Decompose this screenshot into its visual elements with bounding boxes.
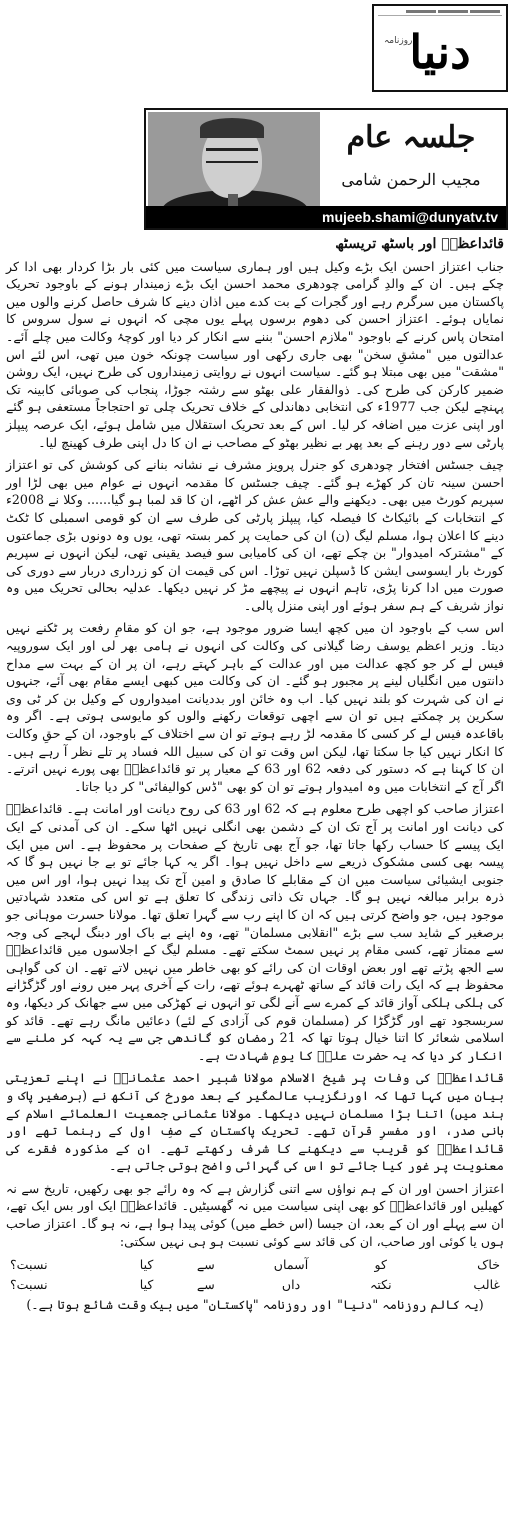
publication-note: (یہ کالم روزنامہ "دنیا" اور روزنامہ "پاکستان" میں بیک وقت شائع ہوتا ہے۔) <box>26 1297 484 1313</box>
poetry-verses <box>6 1255 504 1294</box>
author-photo <box>148 112 320 208</box>
article-paragraph: اعتزاز احسن اور ان کے ہم نواؤں سے اتنی گزارش ہے کہ وہ رائے جو بھی رکھیں، تاریخ سے نہ کھیلیں اور قائداعظمؒ کو بھی اپنی سیاست میں نہ گھسیٹیں۔ قائداعظمؒ ایک اور بس ایک تھے، ان سے پہلے اور ان کے بعد، ان جیسا (اس خطے میں) کوئی پیدا ہوا ہے، نہ ہو گا۔ اعتزاز صاحب ہوں یا کوئی اور صاحب، ان کی قائد سے کوئی نسبت ہو ہی نہیں سکتی: <box>6 1180 504 1249</box>
verse-word: نسبت؟ <box>10 1257 48 1273</box>
article-body <box>6 236 504 1314</box>
author-email[interactable]: mujeeb.shami@dunyatv.tv <box>146 206 506 228</box>
verse-line-2 <box>6 1275 504 1295</box>
verse-word: کیا <box>139 1276 154 1292</box>
article-title: قائداعظمؒ اور باسٹھ تریسٹھ <box>335 236 504 252</box>
verse-line-1 <box>6 1255 504 1275</box>
newspaper-masthead-logo <box>372 4 508 92</box>
verse-word: نکتہ <box>369 1276 392 1292</box>
masthead-top-strip <box>378 8 502 16</box>
author-name: مجیب الرحمن شامی <box>341 170 481 189</box>
verse-word: داں <box>281 1276 301 1292</box>
verse-word: آسماں <box>273 1257 309 1273</box>
column-name: جلسہ عام <box>346 120 476 155</box>
column-header <box>144 108 508 230</box>
verse-word: کو <box>374 1257 388 1273</box>
article-paragraph: قائداعظمؒ کی وفات پر شیخ الاسلام مولانا شبیر احمد عثمانیؒ نے اپنے تعزیتی بیان میں کہا تھا کہ اورنگزیب عالمگیر کے بعد مورخ کی آنکھ نے (برصغیر پاک و ہند میں) اتنا بڑا مسلمان نہیں دیکھا۔ مولانا عثمانی جمعیت العلمائے اسلام کے بانی صدر، اور مفسرِ قرآن تھے۔ تحریک پاکستان کے صفِ اول کے رہنما تھے اور قائداعظمؒ کو قریب سے دیکھنے کا شرف رکھتے تھے۔ ان کے مذکورہ فقرے کی معنویت پر غور کیا جائے تو اس کی گہرائی واضح ہوتی جاتی ہے۔ <box>6 1070 504 1174</box>
verse-word: غالب <box>473 1276 500 1292</box>
article-paragraph: اعتزاز صاحب کو اچھی طرح معلوم ہے کہ 62 اور 63 کی روح دیانت اور امانت ہے۔ قائداعظمؒ کی دیانت اور امانت پر آج تک ان کے دشمن بھی انگلی نہیں اٹھا سکے۔ ان کی آمدنی کے ایک ایک پیسے کا حساب رکھا جاتا تھا، جو آج بھی تاریخ کے صفحات پر محفوظ ہے۔ اس میں ایک پیسہ بھی کسی مشکوک ذریعے سے داخل نہیں ہوا۔ اگر یہ کہا جائے تو بے جا نہیں ہو گا کہ جنوبی ایشیائی سیاست میں ان کے مقابلے کا صادق و امین آج تک پیدا نہیں ہوا، اور اس میں ذرہ برابر مبالغہ نہیں ہو گا۔ جہاں تک ذاتی زندگی کا تعلق ہے تو اس کی متعدد شہادتیں موجود ہیں، جو واضح کرتی ہیں کہ ان کا اپنے رب سے گہرا تعلق تھا۔ مولانا حسرت موہانی جو برصغیر کے شاید سب سے بڑے "انقلابی مسلمان" تھے، وہ اپنے بے باک اور دبنگ لہجے کی وجہ سے ممتاز تھے، کسی مقام پر نہیں سمٹ سکتے تھے۔ مسلم لیگ کے اجلاسوں میں قائداعظمؒ سے الجھ پڑتے تھے اور بعض اوقات ان کی رائے کو بھی خاطر میں نہیں لاتے تھے۔ ان کی گواہی محفوظ ہے کہ ایک رات قائد کے ساتھ ٹھہرے ہوئے تھے، رات کے آخری پہر میں رونے اور گڑگڑانے کی ہلکی ہلکی آواز قائد کے کمرے سے آنے لگی تو انہوں نے کھڑکی میں سے جھانک کر دیکھا، وہ سربسجود تھے اور گڑگڑا کر (مسلمان قوم کی آزادی کے لئے) دعائیں مانگ رہے تھے۔ قائد کو اسلامی شعائر کا اتنا خیال ہوتا تھا کہ 21 رمضان کو گاندھی جی سے یہ کہہ کر ملنے سے انکار کر دیا کہ یہ حضرت علیؓ کا یومِ شہادت ہے۔ <box>6 801 504 1063</box>
verse-word: سے <box>196 1276 215 1292</box>
verse-word: خاک <box>477 1257 500 1273</box>
masthead-tagline: روزنامہ <box>384 36 413 46</box>
article-paragraph: چیف جسٹس افتخار چودھری کو جنرل پرویز مشرف نے نشانہ بنانے کی کوشش کی تو اعتزاز احسن سینہ تان کر کھڑے ہو گئے۔ چیف جسٹس کا مقدمہ انہوں نے عوام میں بھی لڑا اور سپریم کورٹ میں بھی۔ دیکھنے والے عش عش کر اٹھے، ان کا قد لمبا ہو گیا...... وکلا نے 2008ء کے انتخابات کے بائیکاٹ کا فیصلہ کیا، پیپلز پارٹی کی طرف سے ان کو قومی اسمبلی کا ٹکٹ دینے کا اعلان ہوا، مسلم لیگ (ن) ان کی حمایت پر کمر بستہ تھی، یوں وہ دونوں بڑی جماعتوں کے "مشترکہ امیدوار" بن چکے تھے، ان کی کامیابی سو فیصد یقینی تھی، لیکن انہوں نے سپریم کورٹ بار ایسوسی ایشن کا ڈسپلن نہیں توڑا۔ اس کی قیمت ان کو زرداری دربار سے دوری کی صورت میں ادا کرنا پڑی، تاہم انہوں نے پیچھے مڑ کر نہیں دیکھا۔ عدلیہ بحالی تحریک میں وہ نواز شریف کے ہم سفر ہوئے اور اپنی منزل پالی۔ <box>6 457 504 613</box>
verse-word: کیا <box>139 1257 154 1273</box>
article-paragraph: اس سب کے باوجود ان میں کچھ ایسا ضرور موجود ہے، جو ان کو مقامِ رفعت پر ٹکنے نہیں دیتا۔ وزیر اعظم یوسف رضا گیلانی کی وکالت کی انہوں نے ہامی بھر لی اور ایک سوروپیہ فیس لے کر جو کچھ عدالت میں اور عدالت کے باہر کہتے رہے، ان پر ان کے بہت سے مداح دانتوں میں انگلیاں لینے پر مجبور ہو گئے۔ ان کی وکالت میں کبھی ایسے مقام بھی آئے، جنہوں نے ان کی شہرت کو بلند نہیں کیا۔ اب وہ خائن اور بددیانت امیدواروں کے وکیل بن کر ٹی وی سکرین پر چمکتے ہیں تو ان سے اچھی توقعات رکھنے والوں کو مایوسی ہوتی ہے۔ اگر وہ باقاعدہ فیس لے کر کسی کا مقدمہ لڑ رہے ہوتے تو ان سے اختلاف کے باوجود، ان کے حقِ وکالت کا انکار نہیں کیا جا سکتا تھا، لیکن اس وقت تو ان کی سبیل اللہ فساد پر تلے نظر آ رہے ہیں۔ ان کا کہنا ہے کہ دستور کی دفعہ 62 اور 63 کے معیار پر تو قائداعظمؒ بھی پورے نہیں اترتے۔ اگر آج کے انتخابات میں وہ امیدوار ہوتے تو ان کو بھی "ڈس کوالیفائی" کر دیا جاتا۔ <box>6 620 505 794</box>
verse-word: سے <box>196 1257 215 1273</box>
verse-word: نسبت؟ <box>10 1276 48 1292</box>
article-paragraph: جناب اعتزاز احسن ایک بڑے وکیل ہیں اور ہماری سیاست میں کئی بار بڑا کردار بھی ادا کر چکے ہیں۔ ان کے والدِ گرامی چودھری محمد احسن ایک بڑے زمیندار ہونے کے باوجود تحریک پاکستان میں سرگرم رہے اور گجرات کے بت کدے میں اذان دینے کا شرف حاصل کرنے والوں میں نمایاں ہوئے۔ اعتزاز احسن کی دھوم برسوں پہلے یوں مچی کہ انہوں نے سول سروس کا امتحان پاس کرنے کے باوجود "ملازم احسن" بننے سے انکار کر دیا اور کوچۂ وکالت میں چلے آئے۔ عدالتوں میں "مشقِ سخن" بھی جاری رکھی اور سیاست چونکہ خون میں تھی، اس لئے اس "مشقت" میں بھی مبتلا ہو گئے۔ سیاست انہوں نے روایتی زمینداروں کی طرح نہیں، ایک روشن ضمیر کارکن کی طرح کی۔ ذوالفقار علی بھٹو سے رشتہ جوڑا، پنجاب کی صوبائی کابینہ تک پہنچے لیکن جب 1977ء کی انتخابی دھاندلی کے خلاف تحریک چلی تو احتجاجاً مستعفی ہو گئے اور اپنی عزت میں اضافہ کر لیا۔ اس کے بعد تحریک استقلال میں شامل ہوئے، ایک عرصہ پیپلز پارٹی سے دور رہنے کے بعد پھر بے نظیر بھٹو کے مصاحب نے ان کا دل اپنی طرف کھینچ لیا۔ <box>6 258 504 450</box>
masthead-logo-text: دنیا <box>409 25 471 79</box>
